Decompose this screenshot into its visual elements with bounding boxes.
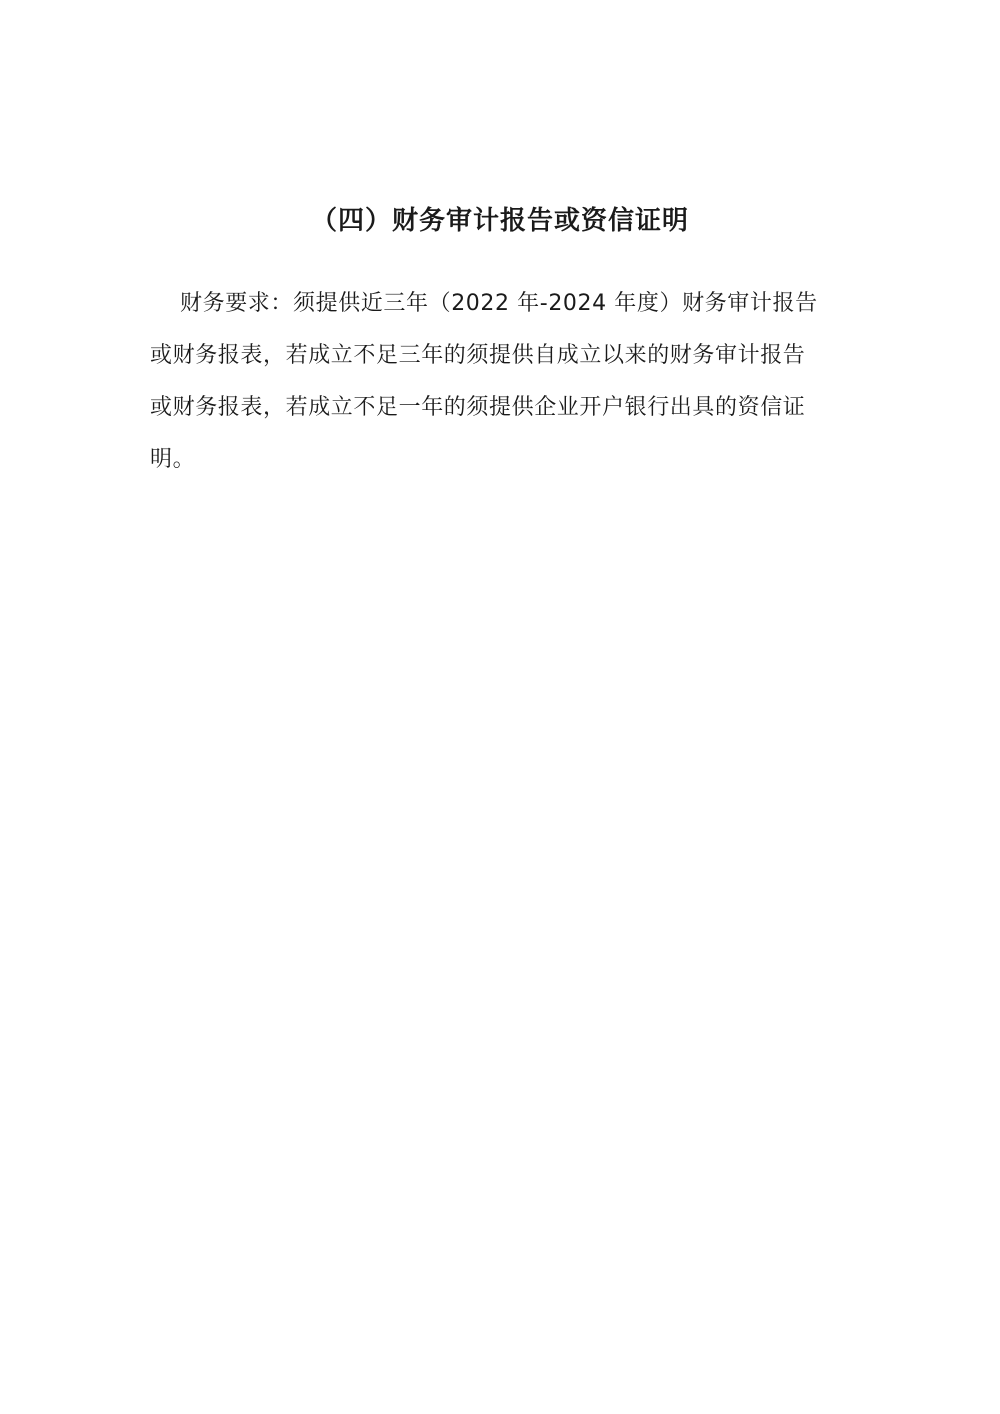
paragraph-line: 明。	[150, 447, 196, 472]
requirement-paragraph	[150, 278, 850, 486]
paragraph-line: 或财务报表，若成立不足三年的须提供自成立以来的财务审计报告	[150, 343, 806, 368]
paragraph-line: 财务要求：须提供近三年（2022 年-2024 年度）财务审计报告	[180, 291, 818, 316]
paragraph-line: 或财务报表，若成立不足一年的须提供企业开户银行出具的资信证	[150, 395, 806, 420]
section-title: （四）财务审计报告或资信证明	[310, 206, 689, 236]
